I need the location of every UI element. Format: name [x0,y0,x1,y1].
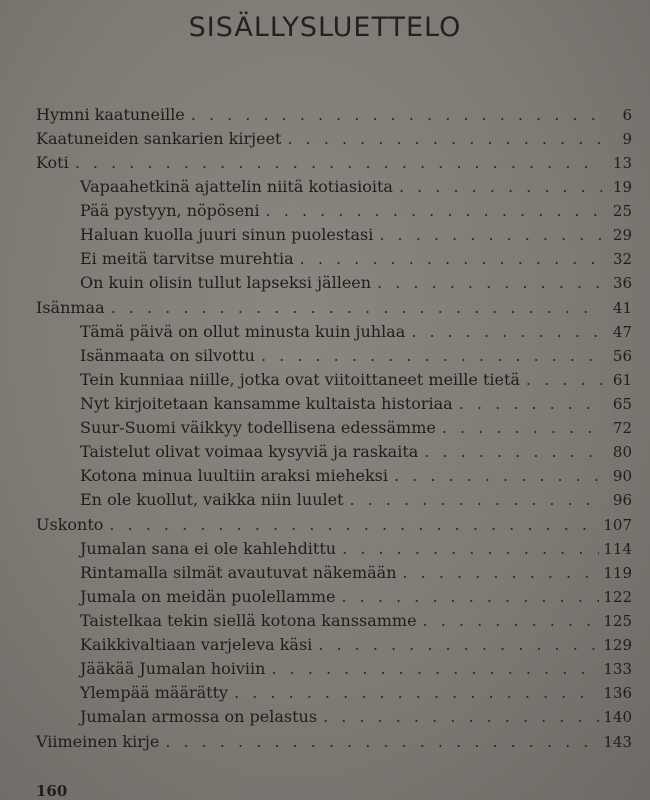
toc-entry-page-number: 61 [612,371,632,389]
dot-leader [459,393,602,415]
toc-entry-page-number: 41 [612,299,632,317]
toc-section-entry [36,152,632,174]
toc-entry-title: Jumalan sana ei ole kahlehdittu [80,539,337,558]
toc-entry [80,176,632,198]
toc-entry-title: On kuin olisin tullut lapseksi jälleen [80,273,372,292]
dot-leader [323,706,599,728]
toc-entry-title: Haluan kuolla juuri sinun puolestasi [80,225,374,244]
dot-leader [342,538,599,560]
dot-leader [394,465,602,487]
toc-entry [80,393,632,415]
toc-entry [80,658,632,680]
toc-entry-title: Suur-Suomi väikkyy todellisena edessämme [80,418,436,437]
toc-entry-page-number: 122 [603,588,632,606]
toc-entry-page-number: 143 [603,733,632,751]
toc-entry-title: Hymni kaatuneille [36,105,185,124]
toc-entry-page-number: 129 [603,636,632,654]
dot-leader [266,200,602,222]
toc-entry-title: Kotona minua luultiin araksi mieheksi [80,466,388,485]
dot-leader [165,731,599,753]
dot-leader [350,489,602,511]
dot-leader [423,610,600,632]
dot-leader [377,272,602,294]
dot-leader [287,128,602,150]
toc-section-entry [36,731,632,753]
toc-entry-title: Isänmaata on silvottu [80,346,255,365]
toc-entry [80,562,632,584]
toc-section-entry [36,128,632,150]
page-title: SISÄLLYSLUETTELO [188,12,462,43]
toc-entry [80,610,632,632]
toc-entry [80,345,632,367]
dot-leader [442,417,602,439]
toc-entry [80,586,632,608]
toc-entry-title: Jääkää Jumalan hoiviin [80,659,266,678]
toc-entry-title: Rintamalla silmät avautuvat näkemään [80,563,397,582]
dot-leader [399,176,602,198]
page-number: 160 [36,782,68,800]
toc-entry-page-number: 65 [612,395,632,413]
dot-leader [403,562,600,584]
toc-entry [80,417,632,439]
toc-entry-page-number: 133 [603,660,632,678]
toc-entry-page-number: 119 [603,564,632,582]
dot-leader [234,682,599,704]
dot-leader [424,441,602,463]
toc-entry-title: Uskonto [36,515,104,534]
dot-leader [75,152,602,174]
toc-entry [80,682,632,704]
dot-leader [271,658,599,680]
toc-entry-title: Koti [36,153,69,172]
toc-entry-page-number: 107 [603,516,632,534]
toc-entry [80,248,632,270]
dot-leader [109,514,599,536]
toc-entry-title: Jumala on meidän puolellamme [80,587,336,606]
toc-entry-title: Isänmaa [36,298,105,317]
toc-entry [80,272,632,294]
toc-entry [80,706,632,728]
dot-leader [526,369,602,391]
toc-entry-page-number: 47 [612,323,632,341]
toc-entry-title: Kaikkivaltiaan varjeleva käsi [80,635,313,654]
toc-entry [80,465,632,487]
toc-entry [80,369,632,391]
toc-entry-title: Tein kunniaa niille, jotka ovat viitoittaneet meille tietä [80,370,520,389]
toc-entry [80,489,632,511]
toc-entry-page-number: 140 [603,708,632,726]
toc-entry-page-number: 125 [603,612,632,630]
toc-entry-title: Pää pystyyn, nöpöseni [80,201,260,220]
toc-entry-title: Vapaahetkinä ajattelin niitä kotiasioita [80,177,393,196]
toc-entry [80,321,632,343]
toc-entry-title: Taistelut olivat voimaa kysyviä ja raskaita [80,442,419,461]
toc-entry-page-number: 9 [622,130,632,148]
toc-section-entry [36,514,632,536]
toc-entry [80,224,632,246]
dot-leader [411,321,602,343]
toc-entry-title: Taistelkaa tekin siellä kotona kanssamme [80,611,417,630]
dot-leader [191,104,602,126]
toc-entry-page-number: 114 [603,540,632,558]
toc-entry-title: En ole kuollut, vaikka niin luulet [80,490,344,509]
toc-entry-page-number: 72 [612,419,632,437]
toc-entry-page-number: 56 [612,347,632,365]
toc-entry-page-number: 29 [612,226,632,244]
toc-section-entry [36,104,632,126]
toc-entry [80,441,632,463]
toc-entry-page-number: 136 [603,684,632,702]
dot-leader [300,248,602,270]
toc-entry [80,634,632,656]
toc-entry [80,538,632,560]
dot-leader [379,224,602,246]
toc-entry-page-number: 80 [612,443,632,461]
toc-entry [80,200,632,222]
dot-leader [341,586,599,608]
dot-leader [318,634,599,656]
toc-entry-page-number: 96 [612,491,632,509]
toc-entry-page-number: 25 [612,202,632,220]
toc-entry-page-number: 36 [612,274,632,292]
toc-section-entry [36,297,632,319]
dot-leader [261,345,602,367]
toc-entry-page-number: 90 [612,467,632,485]
toc-entry-title: Viimeinen kirje [36,732,160,751]
toc-entry-title: Tämä päivä on ollut minusta kuin juhlaa [80,322,406,341]
toc-entry-page-number: 6 [622,106,632,124]
dot-leader [111,297,602,319]
toc-entry-title: Jumalan armossa on pelastus [80,707,318,726]
toc-entry-page-number: 13 [612,154,632,172]
toc-entry-page-number: 19 [612,178,632,196]
toc-entry-title: Ei meitä tarvitse murehtia [80,249,294,268]
toc-entry-title: Ylempää määrätty [80,683,229,702]
toc-entry-page-number: 32 [612,250,632,268]
toc-entry-title: Kaatuneiden sankarien kirjeet [36,129,282,148]
toc-entry-title: Nyt kirjoitetaan kansamme kultaista historiaa [80,394,453,413]
